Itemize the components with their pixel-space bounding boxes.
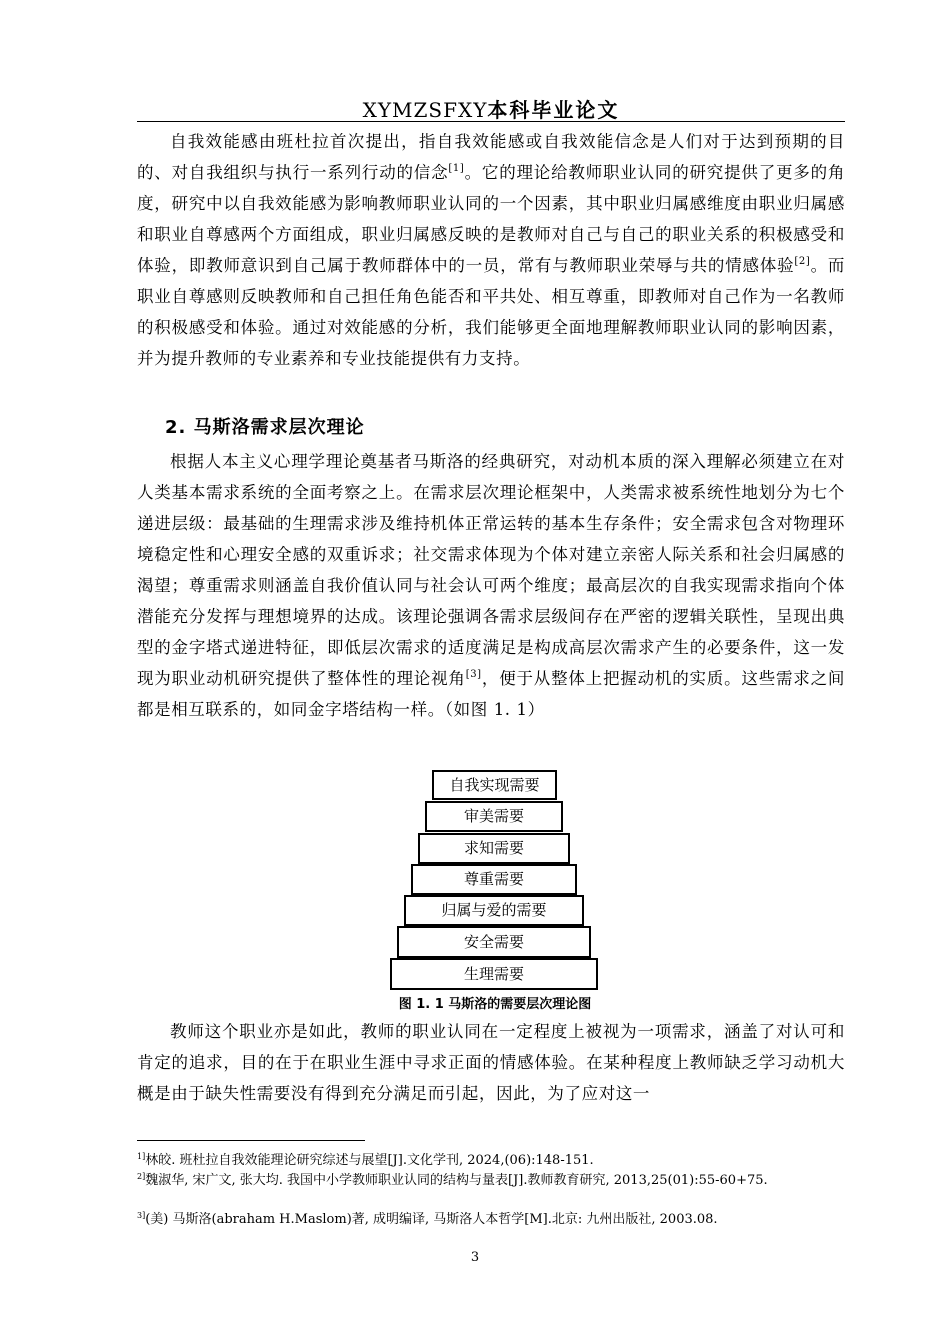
footnote-1 — [137, 1151, 849, 1170]
pyramid-level: 生理需要 — [390, 958, 598, 990]
paragraph-teacher: 教师这个职业亦是如此，教师的职业认同在一定程度上被视为一项需求，涵盖了对认可和肯定的追求，目的在于在职业生涯中寻求正面的情感体验。在某种程度上教师缺乏学习动机大概是由于缺失性需要没有得到充分满足而引起，因此，为了应对这一 — [137, 1022, 845, 1103]
pyramid-level: 归属与爱的需要 — [404, 895, 584, 926]
page-number: 3 — [470, 1250, 480, 1265]
footnote-mark: 2] — [137, 1172, 146, 1181]
para1-text-1: 自我效能感由班杜拉首次提出，指自我效能感或自我效能信念是人们对于达到预期的目的、对自我组织与执行一系列行动的信念 — [137, 132, 845, 182]
footnote-text: (美) 马斯洛(abraham H.Maslom)著, 成明编译, 马斯洛人本哲学[M].北京: 九州出版社, 2003.08. — [145, 1212, 718, 1227]
citation-1: [1] — [448, 163, 465, 174]
pyramid-level: 安全需要 — [397, 926, 591, 958]
paragraph-maslow — [137, 446, 845, 725]
header-rule — [137, 121, 845, 122]
pyramid-level: 审美需要 — [425, 801, 563, 832]
footnote-text: 魏淑华, 宋广文, 张大均. 我国中小学教师职业认同的结构与量表[J].教师教育研究, 2013,25(01):55-60+75. — [145, 1173, 768, 1188]
section-heading: 2. 马斯洛需求层次理论 — [165, 417, 365, 438]
pyramid-level: 自我实现需要 — [432, 770, 557, 800]
footnote-mark: 3] — [137, 1211, 146, 1220]
para1-text-3: 。而职业自尊感则反映教师和自己担任角色能否和平共处、相互尊重，即教师对自己作为一名教师的积极感受和体验。通过对效能感的分析，我们能够更全面地理解教师职业认同的影响因素，并为提升教师的专业素养和专业技能提供有力支持。 — [137, 256, 845, 368]
figure-caption: 图 1. 1 马斯洛的需要层次理论图 — [398, 997, 592, 1012]
paragraph-self-efficacy — [137, 126, 845, 374]
para2-text-1: 根据人本主义心理学理论奠基者马斯洛的经典研究，对动机本质的深入理解必须建立在对人类基本需求系统的全面考察之上。在需求层次理论框架中，人类需求被系统性地划分为七个递进层级：最基础的生理需求涉及维持机体正常运转的基本生存条件；安全需求包含对物理环境稳定性和心理安全感的双重诉求；社交需求体现为个体对建立亲密人际关系和社会归属感的渴望；尊重需求则涵盖自我价值认同与社会认可两个维度；最高层次的自我实现需求指向个体潜能充分发挥与理想境界的达成。该理论强调各需求层级间存在严密的逻辑关联性，呈现出典型的金字塔式递进特征，即低层次需求的适度满足是构成高层次需求产生的必要条件，这一发现为职业动机研究提供了整体性的理论视角 — [137, 452, 845, 688]
header-latin: XYMZSFXY — [362, 98, 488, 122]
citation-3: [3] — [465, 669, 482, 680]
footnote-mark: 1] — [137, 1152, 146, 1161]
pyramid-level: 尊重需要 — [411, 864, 577, 895]
footnote-rule — [137, 1140, 365, 1141]
page-header — [137, 94, 845, 123]
header-title: 本科毕业论文 — [487, 98, 620, 122]
para1-text-2: 。它的理论给教师职业认同的研究提供了更多的角度，研究中以自我效能感为影响教师职业认同的一个因素，其中职业归属感维度由职业归属感和职业自尊感两个方面组成，职业归属感反映的是教师对自己与自己的职业关系的积极感受和体验，即教师意识到自己属于教师群体中的一员，常有与教师职业荣辱与共的情感体验 — [137, 163, 845, 275]
citation-2: [2] — [794, 256, 811, 267]
footnote-text: 林皎. 班杜拉自我效能理论研究综述与展望[J].文化学刊, 2024,(06):148-151. — [145, 1153, 594, 1168]
footnote-2 — [137, 1171, 849, 1190]
pyramid-level: 求知需要 — [418, 833, 570, 864]
footnote-3 — [137, 1210, 849, 1229]
para2-text-2: ，便于从整体上把握动机的实质。这些需求之间都是相互联系的，如同金字塔结构一样。（如图 1. 1） — [137, 669, 845, 719]
